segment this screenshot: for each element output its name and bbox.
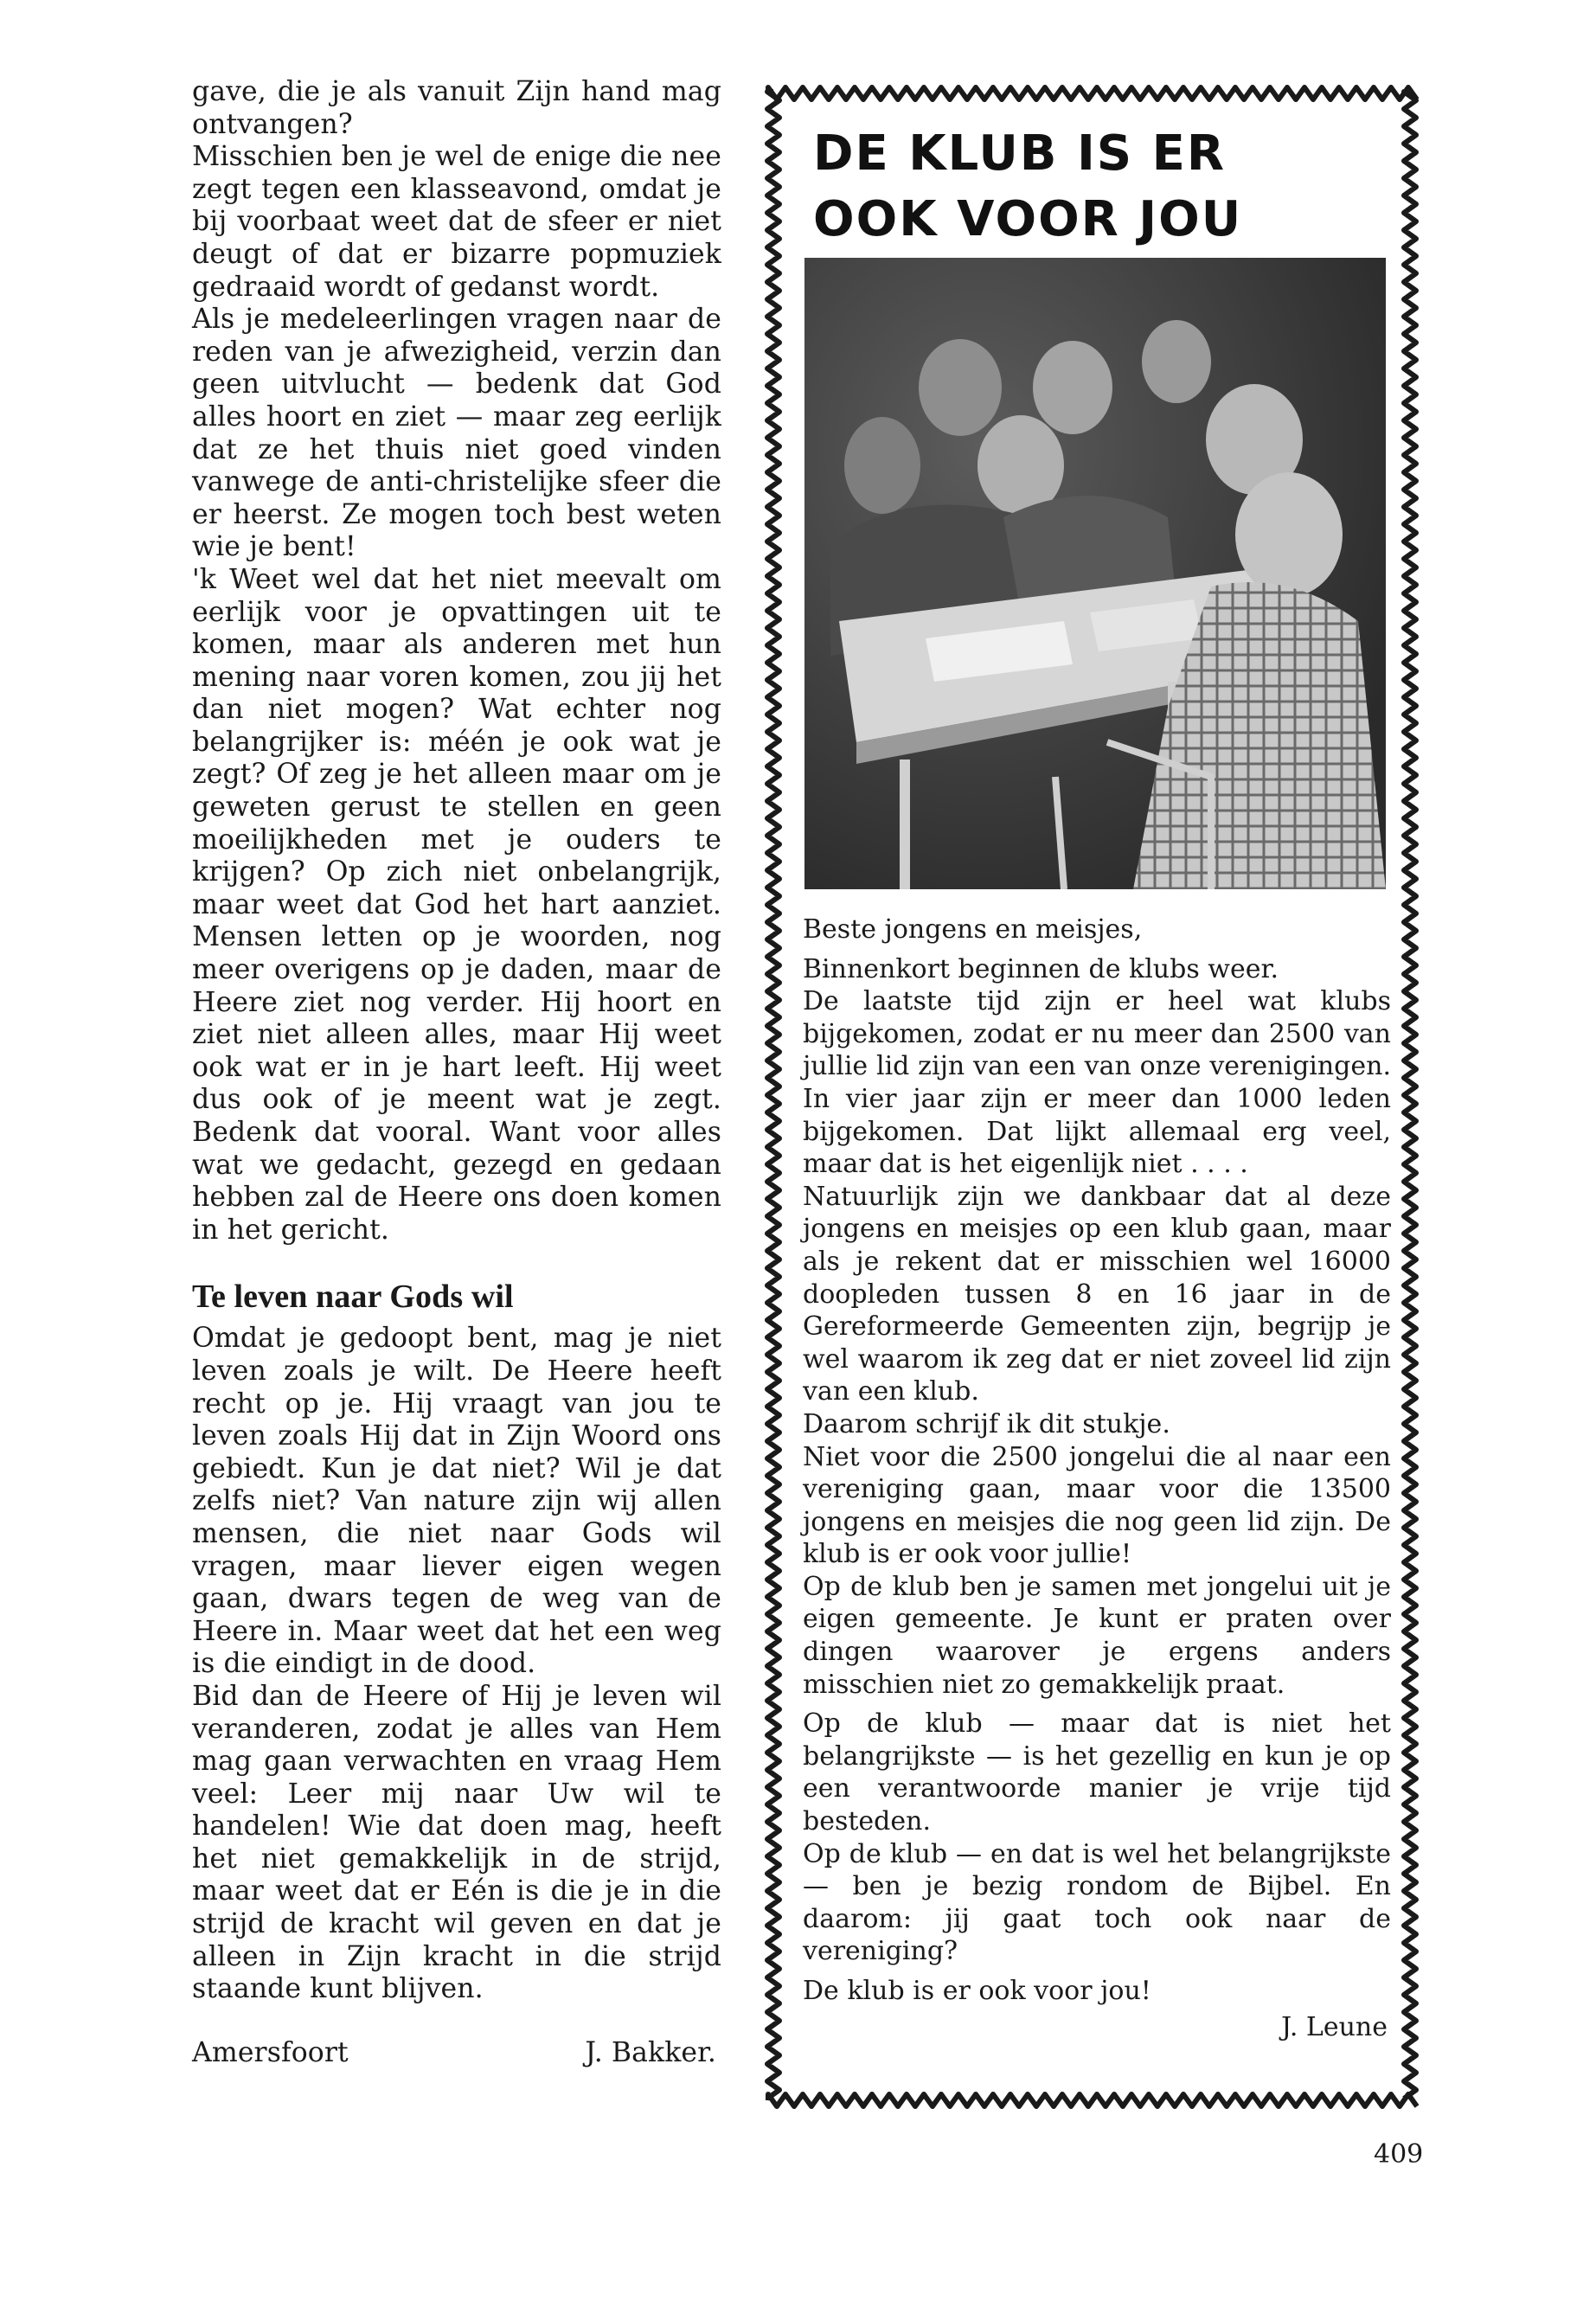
article-title xyxy=(813,121,1242,253)
closing-line: De klub is er ook voor jou! xyxy=(803,1976,1151,2006)
paragraph: Misschien ben je wel de enige die nee zegt tegen een klasseavond, omdat je bij voorbaat weet dat de sfeer er niet deugt of dat er bizarre popmuziek gedraaid wordt of gedanst wordt. xyxy=(192,141,721,303)
signature: J. Leune xyxy=(1281,2011,1388,2042)
paragraph: Daarom schrijf ik dit stukje. xyxy=(803,1408,1170,1439)
paragraph: Omdat je gedoopt bent, mag je niet leven zoals je wilt. De Heere heeft recht op je. Hij vraagt van jou te leven zoals Hij dat in Zijn Woord ons gebiedt. Kun je dat niet? Wil je dat zelfs niet? Van nature zijn wij allen mensen, die niet naar Gods wil vragen, maar liever eigen wegen gaan, dwars tegen de weg van de Heere in. Maar weet dat het een weg is die eindigt in de dood. xyxy=(192,1323,721,1680)
paragraph: Op de klub — en dat is wel het belangrijkste — ben je bezig rondom de Bijbel. En daarom: jij gaat toch ook naar de vereniging? xyxy=(803,1838,1391,1967)
place: Amersfoort xyxy=(192,2036,349,2068)
paragraph: Op de klub ben je samen met jongelui uit je eigen gemeente. Je kunt er praten over dingen waarover je ergens anders misschien niet zo gemakkelijk praat. xyxy=(803,1571,1391,1700)
greeting: Beste jongens en meisjes, xyxy=(803,914,1143,945)
author: J. Bakker. xyxy=(585,2036,716,2068)
paragraph: Natuurlijk zijn we dankbaar dat al deze jongens en meisjes op een klub gaan, maar als je rekent dat er misschien wel 16000 doopleden tussen 8 en 16 jaar in de Gereformeerde Gemeenten zijn, begrijp je wel waarom ik zeg dat er niet zoveel lid zijn van een klub. xyxy=(803,1181,1391,1407)
page-number: 409 xyxy=(1374,2139,1424,2170)
article-body xyxy=(803,913,1391,2043)
paragraph: Als je medeleerlingen vragen naar de reden van je afwezigheid, verzin dan geen uitvlucht — bedenk dat God alles hoort en ziet — maar zeg eerlijk dat ze het thuis niet goed vinden vanwege de anti-christelijke sfeer die er heerst. Ze mogen toch best weten wie je bent! xyxy=(192,304,721,563)
signoff xyxy=(192,2037,721,2070)
klub-article-box xyxy=(765,85,1420,2109)
photo-children-at-table xyxy=(804,258,1386,889)
left-column xyxy=(192,76,721,2069)
paragraph: De laatste tijd zijn er heel wat klubs bijgekomen, zodat er nu meer dan 2500 van jullie lid zijn van een van onze verenigingen. In vier jaar zijn er meer dan 1000 leden bijgekomen. Dat lijkt allemaal erg veel, maar dat is het eigenlijk niet . . . . xyxy=(803,986,1391,1180)
paragraph: Op de klub — maar dat is niet het belangrijkste — is het gezellig en kun je op een verantwoorde manier je vrije tijd besteden. xyxy=(803,1708,1391,1837)
title-line-1: DE KLUB IS ER xyxy=(813,125,1227,182)
photo-illustration xyxy=(804,258,1386,889)
paragraph: Binnenkort beginnen de klubs weer. xyxy=(803,953,1279,984)
paragraph: gave, die je als vanuit Zijn hand mag ontvangen? xyxy=(192,76,721,140)
paragraph: Niet voor die 2500 jongelui die al naar een vereniging gaan, maar voor die 13500 jongens en meisjes die nog geen lid zijn. De klub is er ook voor jullie! xyxy=(803,1441,1391,1570)
paragraph: 'k Weet wel dat het niet meevalt om eerlijk voor je opvattingen uit te komen, maar als anderen met hun mening naar voren komen, zou jij het dan niet mogen? Wat echter nog belangrijker is: méén je ook wat je zegt? Of zeg je het alleen maar om je geweten gerust te stellen en geen moeilijkheden met je ouders te krijgen? Op zich niet onbelangrijk, maar weet dat God het hart aanziet. Mensen letten op je woorden, nog meer overigens op je daden, maar de Heere ziet nog verder. Hij hoort en ziet niet alleen alles, maar Hij weet ook wat er in je hart leeft. Hij weet dus ook of je meent wat je zegt. Bedenk dat vooral. Want voor alles wat we gedacht, gezegd en gedaan hebben zal de Heere ons doen komen in het gericht. xyxy=(192,563,721,1246)
paragraph: Bid dan de Heere of Hij je leven wil veranderen, zodat je alles van Hem mag gaan verwachten en vraag Hem veel: Leer mij naar Uw wil te handelen! Wie dat doen mag, heeft het niet gemakkelijk in de strijd, maar weet dat er Eén is die je in die strijd de kracht wil geven en dat je alleen in Zijn kracht in die strijd staande kunt blijven. xyxy=(192,1680,721,2005)
section-heading: Te leven naar Gods wil xyxy=(192,1279,514,1316)
title-line-2: OOK VOOR JOU xyxy=(813,191,1243,247)
